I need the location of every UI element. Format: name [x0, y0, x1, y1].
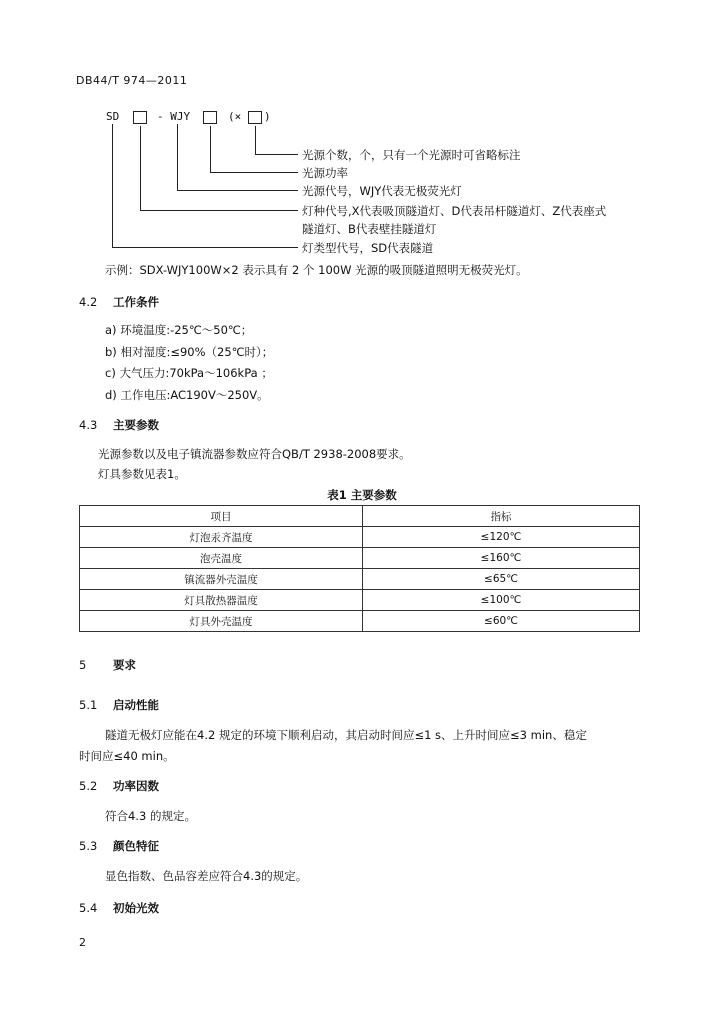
- section-number: 5: [79, 658, 87, 672]
- section-number: 5.4: [79, 901, 98, 915]
- section-number: 4.2: [79, 295, 98, 309]
- table-row: [80, 590, 640, 611]
- section-number: 5.2: [79, 779, 98, 793]
- section-5-2-heading: [79, 778, 159, 794]
- table-cell-item: 灯泡汞齐温度: [80, 527, 363, 548]
- condition-item: d) 工作电压:AC190V～250V。: [105, 388, 269, 402]
- desc-count: 光源个数，个，只有一个光源时可省略标注: [302, 148, 521, 162]
- model-open-paren: (×: [228, 110, 242, 123]
- section-5-1-heading: [79, 697, 159, 713]
- leader-lamp-type: [112, 124, 113, 247]
- document-code: DB44/T 974—2011: [76, 74, 188, 87]
- lamp-type-box: [133, 111, 147, 124]
- leader-lamp-type-h: [112, 247, 298, 248]
- table-header-row: [80, 506, 640, 527]
- table-cell-value: ≤160℃: [363, 548, 640, 569]
- table-row: [80, 611, 640, 632]
- paragraph: 隧道无极灯应能在4.2 规定的环境下顺利启动，其启动时间应≤1 s、上升时间应≤3 min、稳定: [105, 728, 587, 742]
- table-cell-item: 灯具散热器温度: [80, 590, 363, 611]
- desc-lamp-type: 灯类型代号，SD代表隧道: [302, 241, 434, 255]
- condition-item: a) 环境温度:-25℃～50℃；: [105, 323, 253, 337]
- model-prefix: SD: [106, 110, 120, 123]
- leader-source: [177, 124, 178, 190]
- paragraph: 时间应≤40 min。: [79, 749, 175, 763]
- power-box: [203, 111, 217, 124]
- desc-power: 光源功率: [302, 166, 348, 180]
- leader-count: [255, 126, 256, 154]
- section-title: 初始光效: [113, 901, 159, 915]
- section-title: 主要参数: [113, 418, 159, 432]
- leader-power-h: [210, 172, 298, 173]
- leader-power: [210, 126, 211, 172]
- condition-item: b) 相对湿度:≤90%（25℃时）；: [105, 345, 274, 359]
- table-row: [80, 527, 640, 548]
- section-title: 功率因数: [113, 779, 159, 793]
- section-title: 工作条件: [113, 295, 159, 309]
- table-cell-value: ≤60℃: [363, 611, 640, 632]
- leader-lamp-kind: [140, 126, 141, 210]
- table-cell-value: ≤100℃: [363, 590, 640, 611]
- section-5-heading: [79, 657, 136, 673]
- section-title: 要求: [113, 658, 136, 672]
- section-number: 5.3: [79, 839, 98, 853]
- paragraph: 符合4.3 的规定。: [105, 809, 196, 823]
- section-title: 启动性能: [113, 698, 159, 712]
- section-4-2-heading: [79, 294, 159, 310]
- section-4-3-heading: [79, 417, 159, 433]
- table-header-cell: 项目: [80, 506, 363, 527]
- table-cell-item: 灯具外壳温度: [80, 611, 363, 632]
- section-number: 5.1: [79, 698, 98, 712]
- table-row: [80, 548, 640, 569]
- paragraph: 光源参数以及电子镇流器参数应符合QB/T 2938-2008要求。: [98, 447, 411, 461]
- section-5-4-heading: [79, 900, 159, 916]
- table-cell-item: 泡壳温度: [80, 548, 363, 569]
- condition-item: c) 大气压力:70kPa～106kPa ；: [105, 366, 273, 380]
- desc-lamp-kind-cont: 隧道灯、B代表壁挂隧道灯: [302, 222, 437, 236]
- paragraph: 显色指数、色品容差应符合4.3的规定。: [105, 869, 308, 883]
- desc-source: 光源代号，WJY代表无极荧光灯: [302, 184, 462, 198]
- table-row: [80, 569, 640, 590]
- table-cell-value: ≤120℃: [363, 527, 640, 548]
- table-cell-value: ≤65℃: [363, 569, 640, 590]
- table-cell-item: 镇流器外壳温度: [80, 569, 363, 590]
- model-close-paren: ): [264, 110, 271, 123]
- leader-source-h: [177, 190, 298, 191]
- section-title: 颜色特征: [113, 839, 159, 853]
- paragraph: 灯具参数见表1。: [98, 467, 186, 481]
- model-wjy: - WJY: [157, 110, 191, 123]
- leader-count-h: [255, 154, 298, 155]
- count-box: [248, 111, 262, 124]
- desc-lamp-kind: 灯种代号,X代表吸顶隧道灯、D代表吊杆隧道灯、Z代表座式: [302, 204, 607, 218]
- table-caption: 表1 主要参数: [327, 488, 397, 502]
- parameters-table: [79, 505, 640, 632]
- section-number: 4.3: [79, 418, 98, 432]
- leader-lamp-kind-h: [140, 210, 298, 211]
- table-header-cell: 指标: [363, 506, 640, 527]
- page-number: 2: [79, 936, 86, 949]
- section-5-3-heading: [79, 838, 159, 854]
- example-text: 示例：SDX-WJY100W×2 表示具有 2 个 100W 光源的吸顶隧道照明无极荧光灯。: [105, 263, 528, 277]
